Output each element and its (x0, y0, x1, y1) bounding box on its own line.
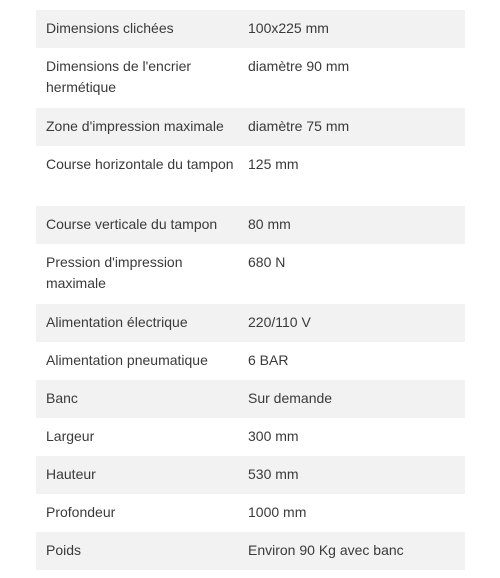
spec-value: 300 mm (248, 428, 299, 444)
spec-row (36, 48, 465, 108)
spec-label: Hauteur (36, 456, 238, 494)
spec-row (36, 108, 465, 146)
spec-label: Zone d'impression maximale (36, 108, 238, 146)
spec-value: 220/110 V (238, 304, 465, 342)
spec-row (36, 342, 465, 380)
spec-row (36, 146, 465, 206)
spec-row (36, 418, 465, 456)
spec-label: Poids (36, 532, 238, 570)
spec-value: 6 BAR (248, 352, 289, 368)
spec-row (36, 380, 465, 418)
spec-row (36, 494, 465, 532)
spec-value: Sur demande (238, 380, 465, 418)
spec-label: Dimensions de l'encrier hermétique (46, 58, 192, 95)
spec-value: 1000 mm (248, 504, 307, 520)
spec-row (36, 10, 465, 48)
spec-value: 530 mm (238, 456, 465, 494)
specifications-table (36, 10, 465, 570)
spec-label: Alimentation électrique (36, 304, 238, 342)
spec-row (36, 206, 465, 244)
spec-value: diamètre 75 mm (238, 108, 465, 146)
spec-row (36, 532, 465, 570)
spec-row (36, 304, 465, 342)
spec-value: diamètre 90 mm (248, 58, 350, 74)
spec-value: 125 mm (248, 156, 299, 172)
spec-label: Profondeur (46, 504, 116, 520)
spec-label: Dimensions clichées (36, 10, 238, 48)
spec-label: Largeur (46, 428, 95, 444)
spec-label: Banc (36, 380, 238, 418)
spec-label: Course horizontale du tampon (46, 156, 234, 172)
spec-label: Course verticale du tampon (36, 206, 238, 244)
spec-label: Pression d'impression maximale (46, 254, 183, 291)
spec-row (36, 456, 465, 494)
spec-row (36, 244, 465, 304)
spec-label: Alimentation pneumatique (46, 352, 208, 368)
spec-value: 80 mm (238, 206, 465, 244)
spec-value: Environ 90 Kg avec banc (238, 532, 465, 570)
spec-value: 100x225 mm (238, 10, 465, 48)
spec-value: 680 N (248, 254, 286, 270)
